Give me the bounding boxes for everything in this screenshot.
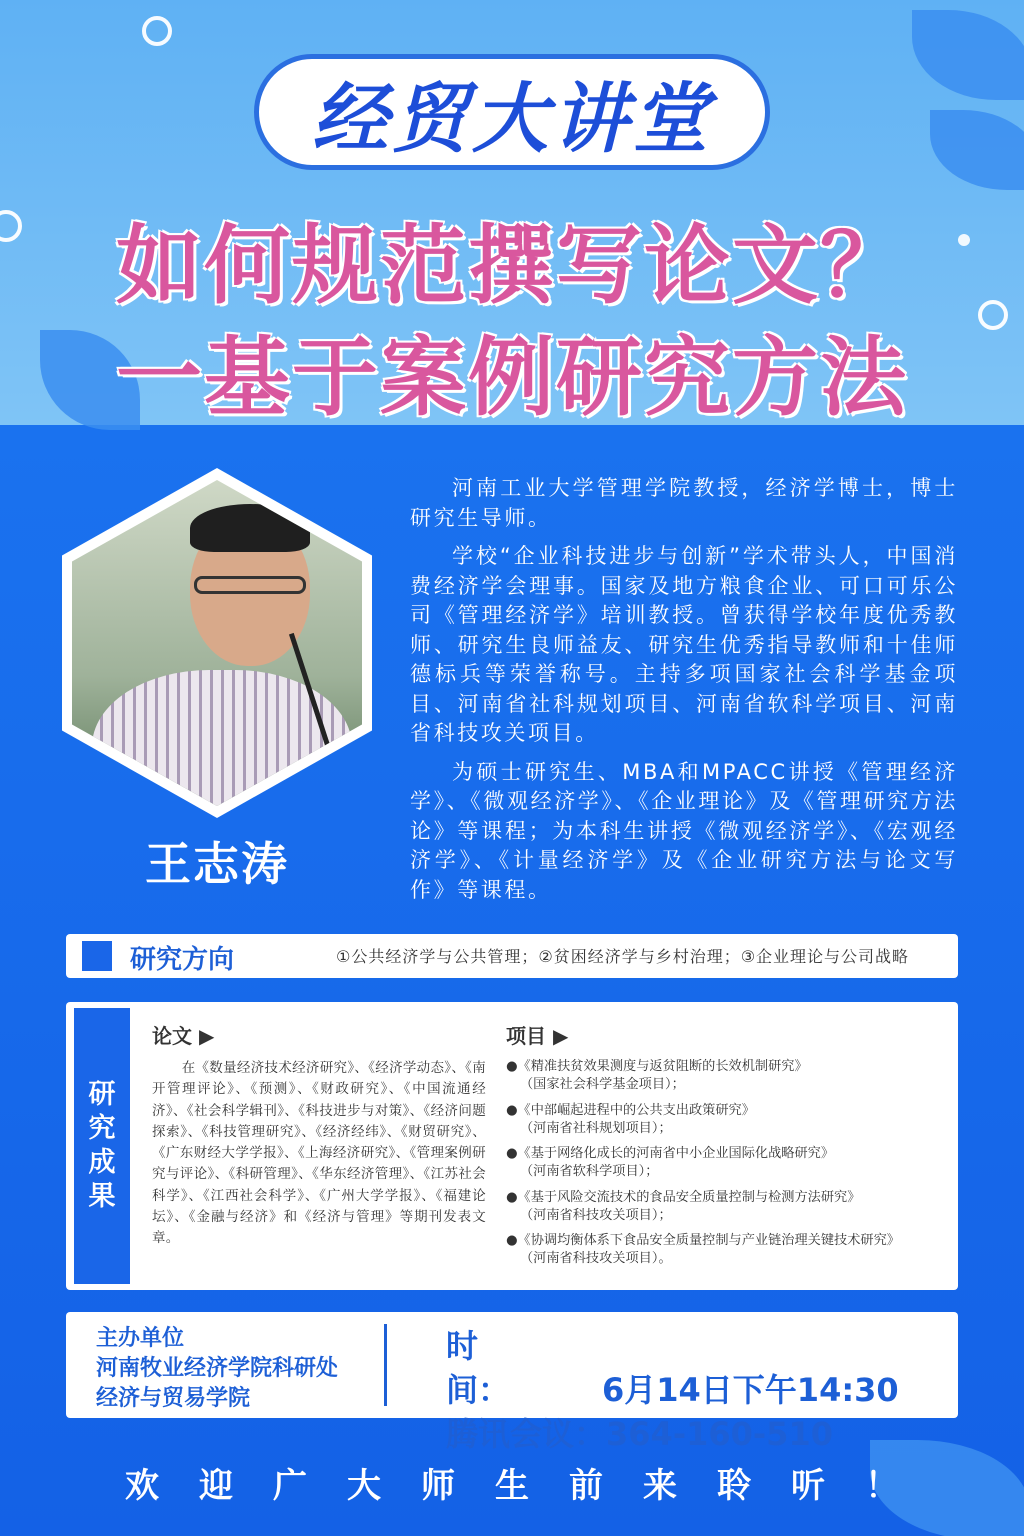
project-source: （河南省社科规划项目）； xyxy=(520,1120,672,1136)
host-org1: 河南牧业经济学院科研处 xyxy=(96,1356,339,1381)
speaker-name: 王志涛 xyxy=(145,837,289,891)
papers-text: 在《数量经济技术经济研究》、《经济学动态》、《南开管理评论》、《预测》、《财政研究》、《中国流通经济》、《社会科学辑刊》、《科技进步与对策》、《经济问题探索》、《科技管理研究》、《经济经纬》、《财贸研究》、《广东财经大学学报》、《上海经济研究》、《管理案例研究与评论》、《科研管理》、《华东经济管理》、《江苏社会科学》、《江西社会科学》、《广州大学学报》、《福建论坛》、《金融与经济》和《经济与管理》等期刊发表文章。 xyxy=(152,1060,486,1247)
list-item xyxy=(506,1102,946,1138)
series-title-pill xyxy=(254,54,770,170)
research-direction-bar xyxy=(66,934,958,978)
bio-paragraph: 学校“企业科技进步与创新”学术带头人，中国消费经济学会理事。国家及地方粮食企业、可口可乐公司《管理经济学》培训教授。曾获得学校年度优秀教师、研究生良师益友、研究生优秀指导教师和十佳师德标兵等荣誉称号。主持多项国家社会科学基金项目、河南省社科规划项目、河南省软科学项目、河南省科技攻关项目。 xyxy=(410,544,958,745)
event-info-panel xyxy=(66,1312,958,1453)
portrait-glasses xyxy=(194,576,306,594)
bio-paragraph: 为硕士研究生、MBA和MPACC讲授《管理经济学》、《微观经济学》、《企业理论》及《管理研究方法论》等课程；为本科生讲授《微观经济学》、《宏观经济学》、《计量经济学》及《企业研究方法与论文写作》等课程。 xyxy=(410,759,958,902)
research-direction-text: ①公共经济学与公共管理；②贫困经济学与乡村治理；③企业理论与公司战略 xyxy=(336,947,910,966)
list-item xyxy=(506,1145,946,1181)
project-title: ●《精准扶贫效果测度与返贫阻断的长效机制研究》 xyxy=(506,1059,808,1074)
tencent-meeting-id: 364-160-510 xyxy=(606,1415,833,1453)
project-title: ●《基于网络化成长的河南省中小企业国际化战略研究》 xyxy=(506,1146,835,1161)
host-label: 主办单位 xyxy=(96,1326,185,1351)
papers-heading: 论文 ▶ xyxy=(152,1024,215,1048)
ring-decoration xyxy=(142,16,172,46)
projects-heading: 项目 ▶ xyxy=(506,1024,569,1048)
project-source: （河南省科技攻关项目）。 xyxy=(520,1251,672,1266)
meeting-block xyxy=(446,1324,899,1456)
host-block xyxy=(96,1324,338,1414)
project-source: （国家社会科学基金项目）； xyxy=(520,1077,685,1092)
series-title: 经贸大讲堂 xyxy=(312,73,712,163)
tencent-row xyxy=(446,1412,899,1456)
time-value: 6月14日下午14:30 xyxy=(602,1371,899,1409)
list-item xyxy=(506,1189,946,1225)
time-label: 时 间： xyxy=(446,1327,543,1409)
results-label: 研究成果 xyxy=(88,1079,116,1212)
research-direction-label: 研究方向 xyxy=(130,945,235,975)
invitation-text: 欢迎广大师生前来聆听！ xyxy=(125,1466,939,1506)
headline-line2: 一基于案例研究方法 xyxy=(116,328,908,428)
projects-list xyxy=(506,1058,946,1276)
time-row xyxy=(446,1324,899,1412)
headline-line1: 如何规范撰写论文？ xyxy=(116,216,908,316)
research-results-panel xyxy=(66,1002,958,1290)
project-source: （河南省科技攻关项目）； xyxy=(520,1207,672,1223)
project-source: （河南省软科学项目）； xyxy=(520,1164,659,1179)
list-item xyxy=(506,1232,946,1268)
bio-paragraph: 河南工业大学管理学院教授，经济学博士，博士研究生导师。 xyxy=(410,476,958,530)
speaker-bio xyxy=(410,474,958,914)
project-title: ●《中部崛起进程中的公共支出政策研究》 xyxy=(506,1102,755,1118)
divider xyxy=(384,1324,387,1406)
list-item xyxy=(506,1058,946,1094)
tencent-label: 腾讯会议： xyxy=(446,1415,607,1453)
square-icon xyxy=(82,941,112,971)
project-title: ●《基于风险交流技术的食品安全质量控制与检测方法研究》 xyxy=(506,1189,861,1205)
project-title: ●《协调均衡体系下食品安全质量控制与产业链治理关键技术研究》 xyxy=(506,1233,900,1248)
host-org2: 经济与贸易学院 xyxy=(96,1386,251,1411)
results-side-label xyxy=(74,1008,130,1284)
